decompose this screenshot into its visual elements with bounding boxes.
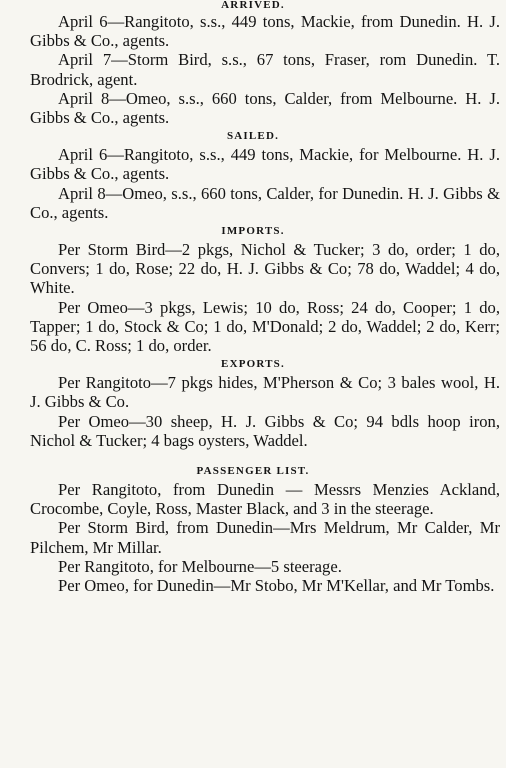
- imports-entry: Per Storm Bird—2 pkgs, Nichol & Tucker; 3 do, order; 1 do, Convers; 1 do, Rose; 22 do, H. J. Gibbs & Co; 78 do, Waddel; 4 do, White.: [30, 240, 500, 298]
- section-heading-exports: EXPORTS.: [221, 358, 285, 371]
- passenger-entry: Per Storm Bird, from Dunedin—Mrs Meldrum, Mr Calder, Mr Pilchem, Mr Millar.: [30, 518, 500, 557]
- arrived-entry: April 6—Rangitoto, s.s., 449 tons, Mackie, from Dunedin. H. J. Gibbs & Co., agents.: [30, 12, 500, 51]
- section-heading-imports: IMPORTS.: [221, 225, 285, 238]
- arrived-entry: April 8—Omeo, s.s., 660 tons, Calder, from Melbourne. H. J. Gibbs & Co., agents.: [30, 88, 500, 128]
- imports-entry: Per Omeo—3 pkgs, Lewis; 10 do, Ross; 24 do, Cooper; 1 do, Tapper; 1 do, Stock & Co; 1 do, M'Donald; 2 do, Waddel; 2 do, Kerr; 56 do, C. Ross; 1 do, order.: [30, 297, 500, 356]
- passenger-entry: Per Rangitoto, for Melbourne—5 steerage.: [58, 556, 342, 576]
- exports-entry: Per Omeo—30 sheep, H. J. Gibbs & Co; 94 bdls hoop iron, Nichol & Tucker; 4 bags oysters, Waddel.: [30, 411, 500, 450]
- arrived-entry: April 7—Storm Bird, s.s., 67 tons, Fraser, rom Dunedin. T. Brodrick, agent.: [30, 50, 500, 89]
- section-heading-sailed: SAILED.: [226, 130, 280, 143]
- sailed-entry: April 8—Omeo, s.s., 660 tons, Calder, for Dunedin. H. J. Gibbs & Co., agents.: [30, 183, 500, 222]
- passenger-entry: Per Rangitoto, from Dunedin — Messrs Menzies Ackland, Crocombe, Coyle, Ross, Master Black, and 3 in the steerage.: [30, 480, 500, 519]
- exports-entry: Per Rangitoto—7 pkgs hides, M'Pherson & Co; 3 bales wool, H. J. Gibbs & Co.: [30, 373, 500, 412]
- sailed-entry: April 6—Rangitoto, s.s., 449 tons, Mackie, for Melbourne. H. J. Gibbs & Co., agents.: [30, 145, 500, 184]
- passenger-entry: Per Omeo, for Dunedin—Mr Stobo, Mr M'Kellar, and Mr Tombs.: [58, 576, 495, 596]
- section-heading-arrived: ARRIVED.: [221, 0, 285, 10]
- section-heading-passenger-list: PASSENGER LIST.: [196, 465, 310, 478]
